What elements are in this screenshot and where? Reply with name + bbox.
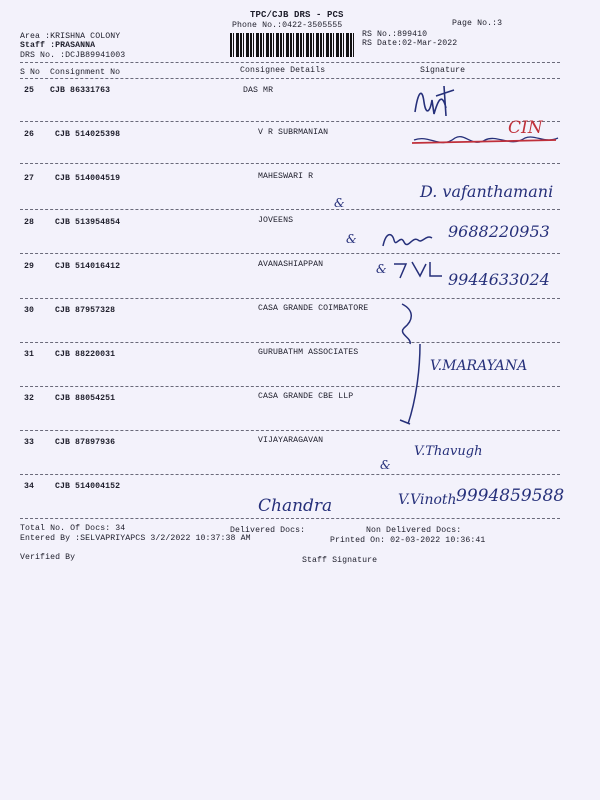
row-divider: [20, 474, 560, 475]
drs-number: DRS No. :DCJB89941003: [20, 51, 126, 60]
row-sno: 30: [24, 306, 35, 315]
column-signature: Signature: [420, 66, 466, 75]
row-consignment: CJB 88220031: [55, 350, 116, 359]
phone-number: Phone No.:0422-3505555: [232, 21, 343, 30]
delivered-docs: Delivered Docs:: [230, 526, 306, 535]
column-consignee: Consignee Details: [240, 66, 326, 75]
handwritten-phone-row28: 9688220953: [448, 222, 550, 241]
handwritten-sign-row34: V.Vinoth: [398, 492, 457, 508]
handwritten-name-row33: V.Thavugh: [414, 444, 483, 459]
rs-date: RS Date:02-Mar-2022: [362, 39, 458, 48]
row-divider: [20, 298, 560, 299]
row-consignment: CJB 513954854: [55, 218, 121, 227]
rs-number: RS No.:899410: [362, 30, 428, 39]
non-delivered-docs: Non Delivered Docs:: [366, 526, 462, 535]
barcode: [230, 33, 354, 57]
columns-divider: [20, 78, 560, 79]
row-consignee: V R SUBRMANIAN: [258, 128, 329, 137]
row-sno: 29: [24, 262, 35, 271]
signature-row28: [380, 226, 436, 254]
handwritten-initial-row27: &: [334, 196, 345, 210]
handwritten-initial-row33: &: [380, 458, 391, 472]
row-consignment: CJB 86331763: [50, 86, 111, 95]
column-sno: S No: [20, 68, 41, 77]
total-docs: Total No. Of Docs: 34: [20, 524, 126, 533]
signature-row29: [392, 258, 452, 282]
row-sno: 34: [24, 482, 35, 491]
handwritten-name-row27: D. vafanthamani: [420, 182, 554, 201]
area: Area :KRISHNA COLONY: [20, 32, 121, 41]
row-divider: [20, 430, 560, 431]
signature-row25: [410, 82, 460, 122]
row-consignment: CJB 88054251: [55, 394, 116, 403]
row-divider: [20, 163, 560, 164]
row-divider: [20, 386, 560, 387]
row-consignee: DAS MR: [243, 86, 274, 95]
row-consignee: AVANASHIAPPAN: [258, 260, 324, 269]
row-consignee: CASA GRANDE CBE LLP: [258, 392, 354, 401]
row-sno: 27: [24, 174, 35, 183]
handwritten-initial-row29: &: [376, 262, 387, 276]
handwritten-phone-row34: 9994859588: [456, 486, 565, 506]
row-divider: [20, 518, 560, 519]
row-divider: [20, 121, 560, 122]
row-consignment: CJB 87957328: [55, 306, 116, 315]
row-consignee: MAHESWARI R: [258, 172, 314, 181]
handwritten-name-row31: V.MARAYANA: [430, 358, 528, 374]
row-consignee: JOVEENS: [258, 216, 294, 225]
row-sno: 33: [24, 438, 35, 447]
row-divider: [20, 253, 560, 254]
handwritten-name-row34: Chandra: [258, 496, 333, 516]
handwritten-initial-row28: &: [346, 232, 357, 246]
row-consignee: CASA GRANDE COIMBATORE: [258, 304, 369, 313]
row-consignment: CJB 514004152: [55, 482, 121, 491]
row-divider: [20, 209, 560, 210]
row-consignment: CJB 87897936: [55, 438, 116, 447]
row-sno: 31: [24, 350, 35, 359]
page-number: Page No.:3: [452, 19, 503, 28]
column-consignment: Consignment No: [50, 68, 121, 77]
printed-on: Printed On: 02-03-2022 10:36:41: [330, 536, 486, 545]
handwritten-phone-row29: 9944633024: [448, 270, 550, 289]
row-consignment: CJB 514004519: [55, 174, 121, 183]
row-consignment: CJB 514016412: [55, 262, 121, 271]
row-consignee: VIJAYARAGAVAN: [258, 436, 324, 445]
row-sno: 28: [24, 218, 35, 227]
row-divider: [20, 342, 560, 343]
row-sno: 25: [24, 86, 35, 95]
row-sno: 26: [24, 130, 35, 139]
verified-by: Verified By: [20, 553, 76, 562]
staff-signature: Staff Signature: [302, 556, 378, 565]
staff: Staff :PRASANNA: [20, 41, 96, 50]
row-consignment: CJB 514025398: [55, 130, 121, 139]
row-sno: 32: [24, 394, 35, 403]
document-title: TPC/CJB DRS - PCS: [250, 10, 344, 20]
row-consignee: GURUBATHM ASSOCIATES: [258, 348, 359, 357]
header-divider: [20, 62, 560, 63]
entered-by: Entered By :SELVAPRIYAPCS 3/2/2022 10:37:38 AM: [20, 534, 251, 543]
handwritten-cin-mark: CIN: [508, 118, 543, 138]
